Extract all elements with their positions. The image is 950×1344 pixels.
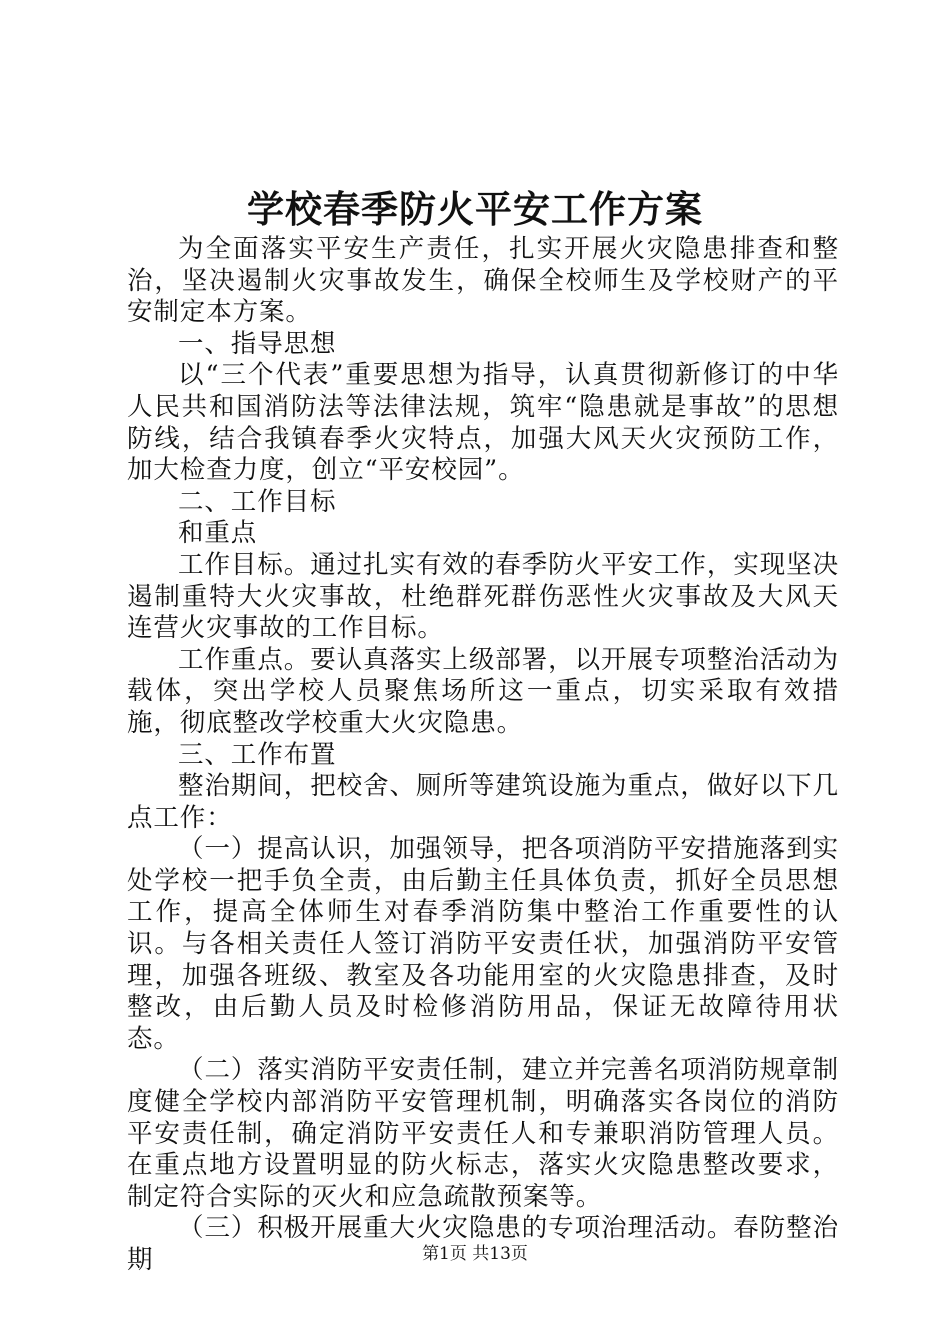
- document-title: 学校春季防火平安工作方案: [247, 187, 703, 231]
- paragraph-work-focus: 工作重点。要认真落实上级部署，以开展专项整治活动为载体，突出学校人员聚焦场所这一重点，切实采取有效措施，彻底整改学校重大火灾隐患。: [127, 644, 839, 738]
- paragraph-intro: 为全面落实平安生产责任，扎实开展火灾隐患排查和整治，坚决遏制火灾事故发生，确保全校师生及学校财产的平安制定本方案。: [127, 234, 839, 328]
- paragraph-item-three: （三）积极开展重大火灾隐患的专项治理活动。春防整治期: [127, 1213, 839, 1275]
- heading-work-goals-continued: 和重点: [178, 518, 258, 549]
- heading-guiding-thought: 一、指导思想: [178, 328, 337, 359]
- paragraph-work-goals: 工作目标。通过扎实有效的春季防火平安工作，实现坚决遏制重特大火灾事故，杜绝群死群伤恶性火灾事故及大风天连营火灾事故的工作目标。: [127, 549, 839, 644]
- document-body: [127, 234, 839, 1277]
- paragraph-item-one: （一）提高认识，加强领导，把各项消防平安措施落到实处学校一把手负全责，由后勤主任具体负责，抓好全员思想工作，提高全体师生对春季消防集中整治工作重要性的认识。与各相关责任人签订消防平安责任状，加强消防平安管理，加强各班级、教室及各功能用室的火灾隐患排查，及时整改，由后勤人员及时检修消防用品，保证无故障待用状态。: [127, 834, 839, 1054]
- paragraph-arrangement-intro: 整治期间，把校舍、厕所等建筑设施为重点，做好以下几点工作：: [127, 771, 839, 833]
- paragraph-guiding-thought: 以“三个代表”重要思想为指导，认真贯彻新修订的中华人民共和国消防法等法律法规，筑牢“隐患就是事故”的思想防线，结合我镇春季火灾特点，加强大风天火灾预防工作，加大检查力度，创立“平安校园”。: [127, 360, 839, 486]
- paragraph-item-two: （二）落实消防平安责任制，建立并完善名项消防规章制度健全学校内部消防平安管理机制，明确落实各岗位的消防平安责任制，确定消防平安责任人和专兼职消防管理人员。在重点地方设置明显的防火标志，落实火灾隐患整改要求，制定符合实际的灭火和应急疏散预案等。: [127, 1055, 839, 1212]
- heading-work-arrangement: 三、工作布置: [178, 739, 337, 770]
- heading-work-goals: 二、工作目标: [178, 486, 337, 517]
- page-footer: 第1页 共13页: [422, 1244, 528, 1264]
